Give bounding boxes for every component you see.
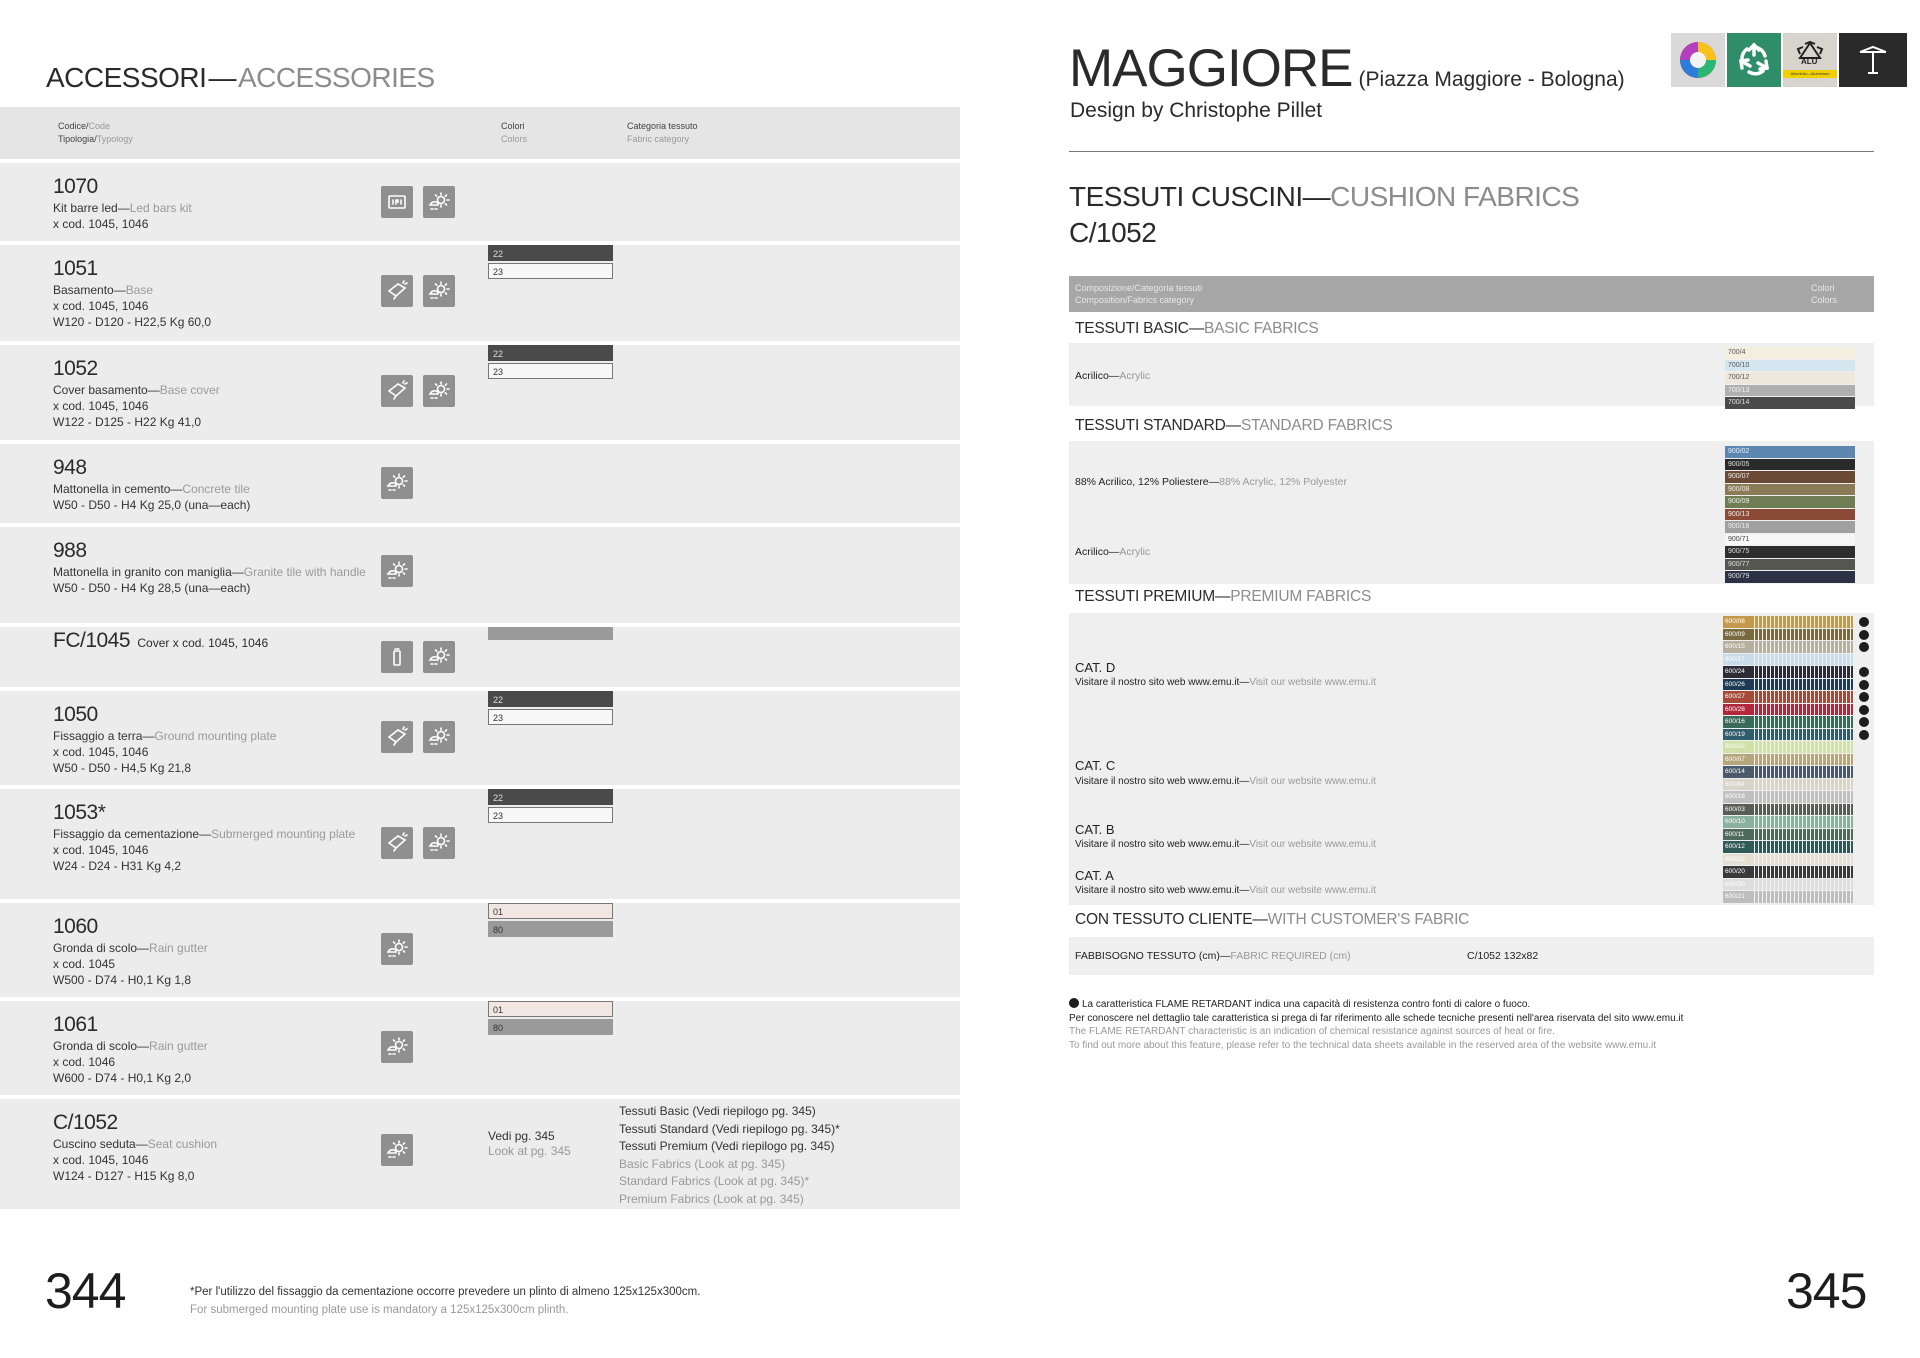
premium-swatch-row <box>1723 691 1871 703</box>
color-swatch: 22 <box>488 691 613 707</box>
flame-retardant-icon <box>1859 630 1869 640</box>
fabric-pattern <box>1751 666 1853 678</box>
swatch-code: 600/08 <box>1723 616 1751 628</box>
premium-swatch-row <box>1723 616 1871 628</box>
premium-swatch-row <box>1723 716 1871 728</box>
fabric-pattern <box>1751 716 1853 728</box>
section-code: C/1052 <box>1069 217 1157 248</box>
fabric-pattern <box>1751 641 1853 653</box>
premium-swatch-row <box>1723 629 1871 641</box>
flame-retardant-notes: La caratteristica FLAME RETARDANT indica una capacità di resistenza contro fonti di calore o fuoco. Per conoscere nel dettaglio tale caratteristica si prega di far riferimento alle schede tecniche presenti nell'area riservata del sito www.emu.it The FLAME RETARDANT characteristic is an indication of chemical resistance against sources of heat or fire. To find out more about this feature, please refer to the technical data sheets available in the reserved area of the website www.emu.it <box>1069 999 1684 1051</box>
basic-color-swatches <box>1725 347 1855 410</box>
customer-fabric-title: CON TESSUTO CLIENTE—WITH CUSTOMER'S FABRIC <box>1075 911 1470 928</box>
fabric-swatch: 900/77 <box>1725 559 1855 571</box>
washable-icon <box>381 827 413 859</box>
color-swatches <box>488 245 613 281</box>
fabric-swatch: 900/18 <box>1725 521 1855 533</box>
color-bar <box>488 627 613 642</box>
swatch-code: 600/22 <box>1723 854 1751 866</box>
accessory-code: 1053* <box>53 801 106 824</box>
fabric-pattern <box>1751 866 1853 878</box>
accessory-code: 988 <box>53 539 87 562</box>
table-row <box>0 1099 960 1209</box>
flame-retardant-icon <box>1859 617 1869 627</box>
swatch-code: 600/00 <box>1723 879 1751 891</box>
flame-retardant-icon <box>1859 705 1869 715</box>
color-wheel-icon <box>1671 33 1725 87</box>
swatch-code: 600/14 <box>1723 766 1751 778</box>
premium-swatch-row <box>1723 654 1871 666</box>
premium-swatch-row <box>1723 804 1871 816</box>
cat-b-label: CAT. B <box>1075 822 1115 837</box>
accessory-code: 1052 <box>53 357 98 380</box>
cat-d-label: CAT. D <box>1075 660 1116 675</box>
fabric-pattern <box>1751 879 1853 891</box>
accessory-description: Kit barre led—Led bars kit x cod. 1045, 1046 <box>53 201 192 231</box>
fabric-swatch: 700/12 <box>1725 372 1855 384</box>
fabric-swatch: 700/10 <box>1725 360 1855 372</box>
fabric-swatch: 900/08 <box>1725 484 1855 496</box>
table-row <box>0 163 960 241</box>
feature-icons <box>381 827 455 859</box>
accessory-description: Cuscino seduta—Seat cushion x cod. 1045, 1046 W124 - D127 - H15 Kg 8,0 <box>53 1137 218 1183</box>
swatch-code: 600/21 <box>1723 891 1751 903</box>
weather-icon <box>381 1134 413 1166</box>
premium-fabrics-title: TESSUTI PREMIUM—PREMIUM FABRICS <box>1075 588 1372 605</box>
table-row <box>0 245 960 341</box>
fabric-categories: Tessuti Basic (Vedi riepilogo pg. 345) Tessuti Standard (Vedi riepilogo pg. 345)* Tessuti Premium (Vedi riepilogo pg. 345) Basic Fabrics (Look at pg. 345) Standard Fabrics (Look at pg. 345)* Premium Fabrics (Look at pg. 345) <box>619 1104 840 1206</box>
accessory-description: Basamento—Base x cod. 1045, 1046 W120 - D120 - H22,5 Kg 60,0 <box>53 283 212 329</box>
weather-icon <box>423 827 455 859</box>
feature-icons <box>381 1031 413 1063</box>
fabric-pattern <box>1751 729 1853 741</box>
umbrella-icon <box>1839 33 1907 87</box>
color-swatch: 01 <box>488 1001 613 1017</box>
fabric-swatch: 700/13 <box>1725 385 1855 397</box>
standard-color-swatches <box>1725 446 1855 584</box>
premium-swatch-row <box>1723 741 1871 753</box>
accessory-description: Gronda di scolo—Rain gutter x cod. 1045 W500 - D74 - H0,1 Kg 1,8 <box>53 941 208 987</box>
color-swatch: 22 <box>488 245 613 261</box>
swatch-code: 600/11 <box>1723 829 1751 841</box>
fabric-pattern <box>1751 804 1853 816</box>
swatch-code: 600/04 <box>1723 779 1751 791</box>
cat-b-web: Visitare il nostro sito web www.emu.it—Visit our website www.emu.it <box>1075 839 1376 850</box>
fabric-pattern <box>1751 891 1853 903</box>
premium-swatch-row <box>1723 816 1871 828</box>
accessory-code: 1061 <box>53 1013 98 1036</box>
color-swatches <box>488 789 613 825</box>
weather-icon <box>423 275 455 307</box>
fabric-pattern <box>1751 779 1853 791</box>
header-colors: Colori Colors <box>501 121 528 144</box>
standard-fabric-label-2: Acrilico—Acrylic <box>1075 546 1151 558</box>
flame-retardant-icon <box>1859 642 1869 652</box>
fabric-pattern <box>1751 704 1853 716</box>
fabric-swatch: 700/14 <box>1725 397 1855 409</box>
feature-icons <box>381 555 413 587</box>
accessory-description: Mattonella in cemento—Concrete tile W50 - D50 - H4 Kg 25,0 (una—each) <box>53 482 251 512</box>
premium-swatch-row <box>1723 891 1871 903</box>
feature-icons <box>381 186 455 218</box>
washable-icon <box>381 275 413 307</box>
color-swatches <box>488 691 613 727</box>
cat-a-web: Visitare il nostro sito web www.emu.it—Visit our website www.emu.it <box>1075 885 1376 896</box>
color-swatch: 23 <box>488 709 613 725</box>
cushion-fabrics-title: TESSUTI CUSCINI—CUSHION FABRICS C/1052 <box>1069 181 1580 248</box>
accessory-description: Fissaggio a terra—Ground mounting plate x cod. 1045, 1046 W50 - D50 - H4,5 Kg 21,8 <box>53 729 277 775</box>
accessories-table-header <box>0 107 960 159</box>
fabric-swatch: 900/05 <box>1725 459 1855 471</box>
standard-fabrics-title: TESSUTI STANDARD—STANDARD FABRICS <box>1075 417 1393 434</box>
fabric-swatch: 700/4 <box>1725 347 1855 359</box>
fabric-pattern <box>1751 679 1853 691</box>
accessories-table <box>0 163 960 1213</box>
accessory-description: Mattonella in granito con maniglia—Granite tile with handle W50 - D50 - H4 Kg 28,5 (una—each) <box>53 565 366 595</box>
table-row <box>0 345 960 440</box>
fabric-swatch: 900/09 <box>1725 496 1855 508</box>
fabric-pattern <box>1751 629 1853 641</box>
premium-swatch-row <box>1723 666 1871 678</box>
premium-swatch-row <box>1723 641 1871 653</box>
fabric-swatch: 900/75 <box>1725 546 1855 558</box>
footnote: *Per l'utilizzo del fissaggio da cementazione occorre prevedere un plinto di almeno 125x125x300cm. For submerged mounting plate use is mandatory a 125x125x300cm plinth. <box>190 1286 701 1316</box>
feature-icons <box>381 275 455 307</box>
cat-c-label: CAT. C <box>1075 758 1116 773</box>
accessory-code: 1051 <box>53 257 98 280</box>
premium-swatch-row <box>1723 766 1871 778</box>
premium-swatch-row <box>1723 854 1871 866</box>
fabric-pattern <box>1751 741 1853 753</box>
accessory-code: FC/1045 Cover x cod. 1045, 1046 <box>53 629 269 652</box>
fabric-swatch: 900/13 <box>1725 509 1855 521</box>
swatch-code: 600/27 <box>1723 691 1751 703</box>
fabric-swatch: 900/71 <box>1725 534 1855 546</box>
color-swatch: 22 <box>488 789 613 805</box>
weather-icon <box>381 1031 413 1063</box>
swatch-code: 600/03 <box>1723 804 1751 816</box>
color-swatch: 23 <box>488 363 613 379</box>
color-swatches <box>488 903 613 939</box>
weather-icon <box>381 933 413 965</box>
fabric-required-value: C/1052 132x82 <box>1467 950 1539 962</box>
swatch-code: 600/07 <box>1723 754 1751 766</box>
fabric-pattern <box>1751 754 1853 766</box>
title-en: ACCESSORIES <box>237 62 435 93</box>
fabric-pattern <box>1751 816 1853 828</box>
premium-swatch-row <box>1723 679 1871 691</box>
header-rule <box>1069 151 1874 152</box>
fabric-swatch: 900/02 <box>1725 446 1855 458</box>
accessories-title: ACCESSORI—ACCESSORIES <box>46 62 435 93</box>
accessory-description: Gronda di scolo—Rain gutter x cod. 1046 W600 - D74 - H0,1 Kg 2,0 <box>53 1039 208 1085</box>
fabric-pattern <box>1751 691 1853 703</box>
table-row <box>0 789 960 899</box>
recycle-icon <box>1727 33 1781 87</box>
swatch-code: 600/10 <box>1723 816 1751 828</box>
color-swatch: 23 <box>488 263 613 279</box>
washable-icon <box>381 375 413 407</box>
header-code: Codice/Code Tipologia/Typology <box>58 121 133 144</box>
flame-retardant-icon <box>1859 680 1869 690</box>
flame-retardant-icon <box>1859 730 1869 740</box>
cat-c-web: Visitare il nostro sito web www.emu.it—Visit our website www.emu.it <box>1075 776 1376 787</box>
premium-color-swatches <box>1723 616 1871 904</box>
fabric-pattern <box>1751 854 1853 866</box>
flame-retardant-icon <box>1859 667 1869 677</box>
cover-icon <box>381 641 413 673</box>
premium-swatch-row <box>1723 841 1871 853</box>
color-swatch: 80 <box>488 1019 613 1035</box>
swatch-code: 600/19 <box>1723 729 1751 741</box>
feature-icons <box>381 1134 413 1166</box>
feature-icons <box>1671 33 1907 87</box>
fabric-pattern <box>1751 841 1853 853</box>
fabric-required-row: FABBISOGNO TESSUTO (cm)—FABRIC REQUIRED (cm) C/1052 132x82 <box>1069 937 1874 975</box>
table-row <box>0 527 960 623</box>
color-swatch: 80 <box>488 921 613 937</box>
premium-swatch-row <box>1723 866 1871 878</box>
fabric-pattern <box>1751 791 1853 803</box>
weather-icon <box>381 555 413 587</box>
weather-icon <box>423 641 455 673</box>
cat-a-label: CAT. A <box>1075 868 1114 883</box>
flame-retardant-icon <box>1069 998 1079 1008</box>
product-title: MAGGIORE (Piazza Maggiore - Bologna) <box>1069 39 1625 98</box>
swatch-code: 600/16 <box>1723 716 1751 728</box>
swatch-code: 600/17 <box>1723 654 1751 666</box>
fabric-pattern <box>1751 654 1853 666</box>
accessory-code: 1060 <box>53 915 98 938</box>
swatch-code: 600/18 <box>1723 791 1751 803</box>
swatch-code: 600/15 <box>1723 641 1751 653</box>
basic-fabric-label: Acrilico—Acrylic <box>1075 370 1151 382</box>
table-row <box>0 444 960 523</box>
designer-credit: Design by Christophe Pillet <box>1070 99 1323 122</box>
color-swatch: 01 <box>488 903 613 919</box>
accessory-code: C/1052 <box>53 1111 118 1134</box>
page-number-right: 345 <box>1786 1263 1867 1319</box>
feature-icons <box>381 375 455 407</box>
feature-icons <box>381 721 455 753</box>
color-swatches <box>488 345 613 381</box>
fabric-pattern <box>1751 616 1853 628</box>
standard-fabric-label-1: 88% Acrilico, 12% Poliestere—88% Acrylic, 12% Polyester <box>1075 476 1347 488</box>
table-row <box>0 1001 960 1095</box>
fabric-swatch: 900/79 <box>1725 571 1855 583</box>
header-fabric-category: Categoria tessuto Fabric category <box>627 121 698 144</box>
flame-retardant-icon <box>1859 692 1869 702</box>
swatch-code: 600/20 <box>1723 866 1751 878</box>
page-number-left: 344 <box>45 1263 126 1319</box>
cat-d-web: Visitare il nostro sito web www.emu.it—Visit our website www.emu.it <box>1075 677 1376 688</box>
premium-swatch-row <box>1723 729 1871 741</box>
premium-swatch-row <box>1723 754 1871 766</box>
table-row <box>0 691 960 785</box>
swatch-code: 600/09 <box>1723 629 1751 641</box>
swatch-code: 600/12 <box>1723 841 1751 853</box>
premium-swatch-row <box>1723 829 1871 841</box>
weather-icon <box>423 186 455 218</box>
swatch-code: 600/26 <box>1723 679 1751 691</box>
premium-swatch-row <box>1723 879 1871 891</box>
weather-icon <box>423 375 455 407</box>
swatch-code: 600/24 <box>1723 666 1751 678</box>
washable-icon <box>381 721 413 753</box>
premium-swatch-row <box>1723 704 1871 716</box>
fabric-pattern <box>1751 829 1853 841</box>
swatch-code: 600/28 <box>1723 704 1751 716</box>
feature-icons <box>381 467 413 499</box>
title-it: ACCESSORI <box>46 62 207 93</box>
color-swatch: 22 <box>488 345 613 361</box>
feature-icons <box>381 933 413 965</box>
see-page-note: Vedi pg. 345 Look at pg. 345 <box>488 1129 571 1158</box>
table-row <box>0 627 960 687</box>
table-row <box>0 903 960 997</box>
premium-swatch-row <box>1723 791 1871 803</box>
weather-icon <box>381 467 413 499</box>
accessory-description: Cover basamento—Base cover x cod. 1045, 1046 W122 - D125 - H22 Kg 41,0 <box>53 383 220 429</box>
flame-retardant-icon <box>1859 717 1869 727</box>
accessory-description: Fissaggio da cementazione—Submerged mounting plate x cod. 1045, 1046 W24 - D24 - H31 Kg 4,2 <box>53 827 356 873</box>
basic-fabrics-title: TESSUTI BASIC—BASIC FABRICS <box>1075 320 1319 337</box>
accessory-code: 1070 <box>53 175 98 198</box>
premium-swatch-row <box>1723 779 1871 791</box>
fabric-swatch: 900/07 <box>1725 471 1855 483</box>
product-subtitle: (Piazza Maggiore - Bologna) <box>1358 68 1625 91</box>
swatch-code: 600/02 <box>1723 741 1751 753</box>
fabrics-table-header: Composizione/Categoria tessuti Composition/Fabrics category Colori Colors <box>1069 276 1874 312</box>
fabric-pattern <box>1751 766 1853 778</box>
accessory-code: 1050 <box>53 703 98 726</box>
aluminium-icon: ALU Alluminio—Aluminium <box>1783 33 1837 87</box>
weather-icon <box>423 721 455 753</box>
color-swatches <box>488 1001 613 1037</box>
color-swatch: 23 <box>488 807 613 823</box>
ip-rating-icon <box>381 186 413 218</box>
accessory-code: 948 <box>53 456 87 479</box>
feature-icons <box>381 641 455 673</box>
